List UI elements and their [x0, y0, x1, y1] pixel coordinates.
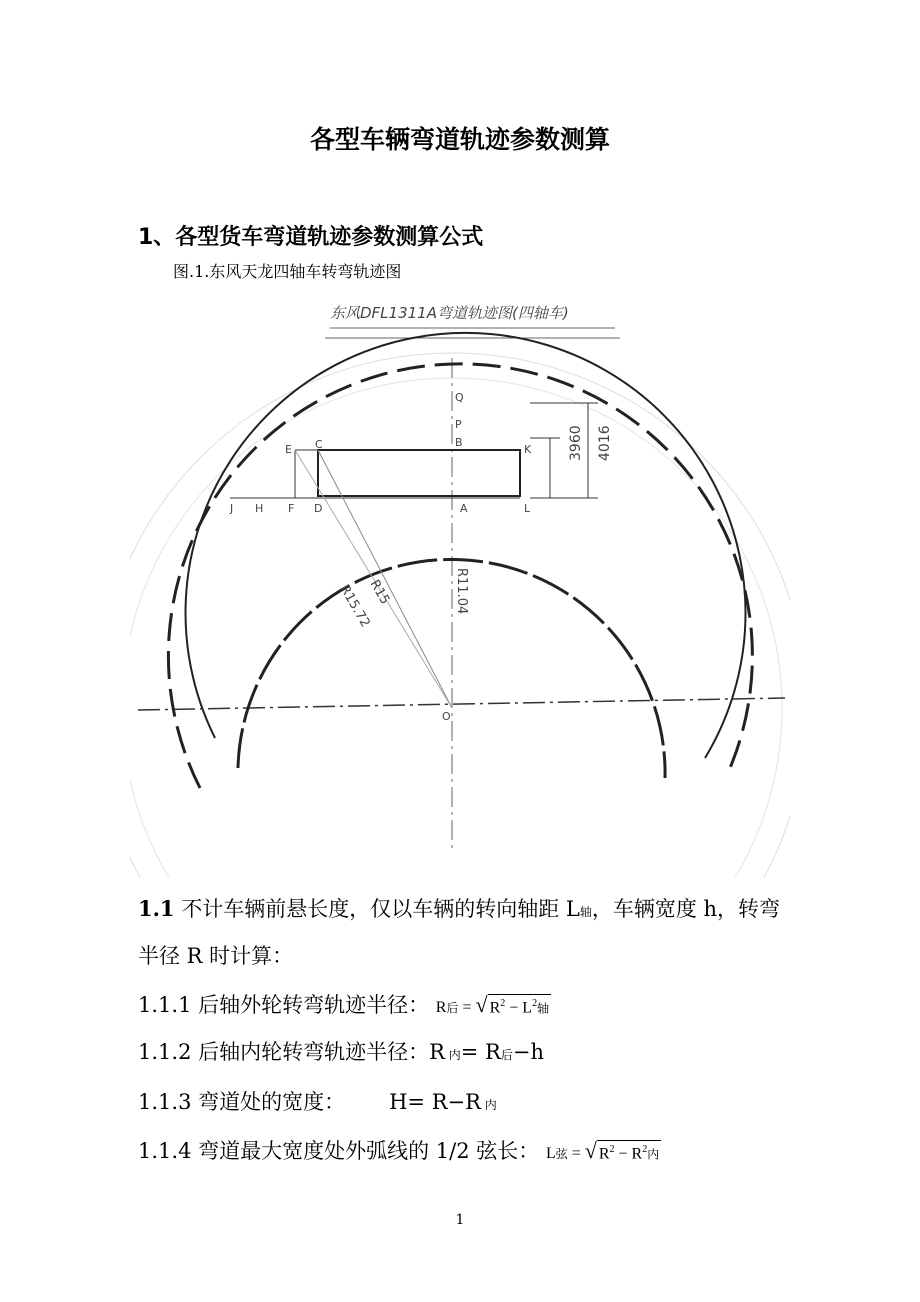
- formula-curve-width: H= R−R: [389, 1090, 481, 1114]
- paragraph-text: 不计车辆前悬长度，仅以车辆的转向轴距 L: [174, 897, 580, 921]
- paragraph-number: 1.1: [138, 896, 175, 921]
- item-1-1-2: 1.1.2 后轴内轮转弯轨迹半径：R 内= R后−h: [138, 1040, 544, 1064]
- turning-trajectory-figure: [130, 288, 790, 878]
- point-d-label: D: [314, 502, 323, 515]
- radius-r1572-label: R15.72: [336, 582, 373, 631]
- paragraph-text-tail: ，车辆宽度 h，转弯: [591, 897, 781, 921]
- formula-rear-outer-radius: R后 = √ $R^2 - L^2$轴: [435, 992, 550, 1017]
- page-number: 1: [455, 1212, 465, 1228]
- formula-half-chord: L弦 = √ $R^2 - R^2$内: [545, 1138, 660, 1163]
- point-k-label: K: [524, 443, 532, 456]
- paragraph-1-1-line2: 半径 R 时计算：: [138, 944, 294, 968]
- point-c-label: C: [315, 438, 323, 451]
- paragraph-1-1: [138, 894, 780, 927]
- figure-handwritten-title: 东风DFL1311A弯道轨迹图(四轴车): [330, 304, 569, 322]
- point-b-label: B: [455, 436, 463, 449]
- item-1-1-3: 1.1.3 弯道处的宽度： H= R−R 内: [138, 1090, 497, 1114]
- section-heading: 1、各型货车弯道轨迹参数测算公式: [138, 225, 484, 250]
- item-1-1-4: 1.1.4 弯道最大宽度处外弧线的 1/2 弦长： L弦 = √ $R^2 - R^2$内: [138, 1138, 660, 1163]
- dim-3960-label: 3960: [568, 425, 584, 461]
- radius-r1104-label: R11.04: [454, 568, 469, 615]
- figure-caption: 图.1.东风天龙四轴车转弯轨迹图: [173, 262, 402, 281]
- point-f-label: F: [288, 502, 295, 515]
- radius-r15-label: R15: [366, 577, 393, 608]
- item-1-1-1: [138, 990, 551, 1023]
- point-p-label: P: [455, 418, 462, 431]
- point-l-label: L: [524, 502, 531, 515]
- point-h-label: H: [255, 502, 264, 515]
- point-a-label: A: [460, 502, 468, 515]
- item-text: 1.1.1 后轴外轮转弯轨迹半径：: [138, 993, 430, 1017]
- point-q-label: Q: [455, 391, 464, 404]
- dim-4016-label: 4016: [597, 425, 613, 461]
- document-title: 各型车辆弯道轨迹参数测算: [309, 125, 610, 154]
- subscript-axle: 轴: [579, 905, 592, 919]
- point-o-label: O: [442, 710, 451, 723]
- point-j-label: J: [230, 502, 234, 515]
- point-e-label: E: [285, 443, 292, 456]
